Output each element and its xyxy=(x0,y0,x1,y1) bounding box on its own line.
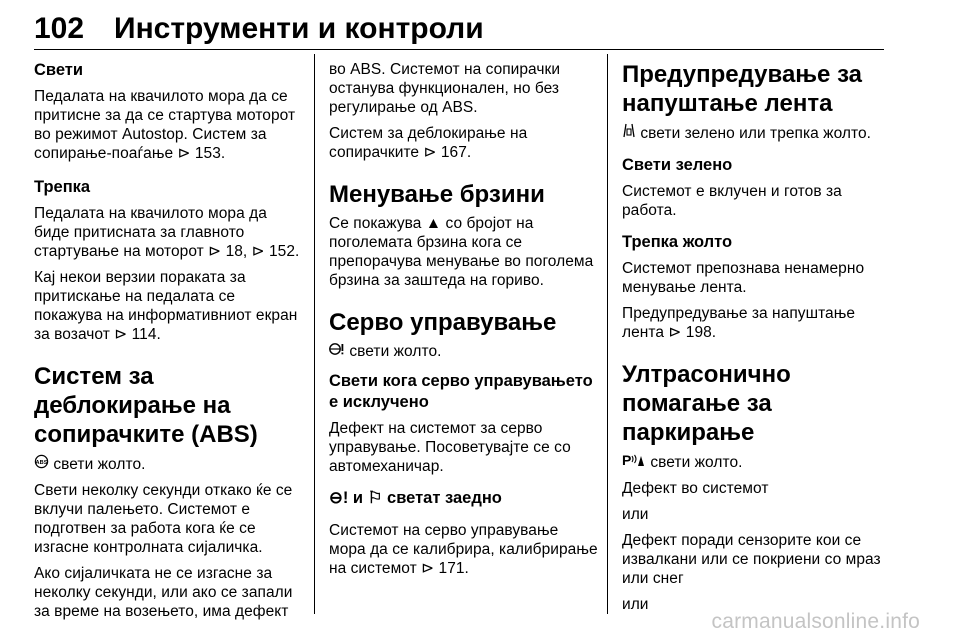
parking-assist-icon xyxy=(622,452,646,472)
paragraph: Се покажува ▲ со бројот на поголемата брзина кога се препорачува менување во поголема брзина за заштеда на гориво. xyxy=(329,215,594,289)
paragraph: Свети неколку секунди откако ќе се вклучи палењето. Системот е подготвен за работа кога ќе се изгасне контролната сијаличка. xyxy=(34,482,293,556)
page-header xyxy=(0,0,960,50)
paragraph: Системот е вклучен и готов за работа. xyxy=(622,183,842,219)
svg-text:P: P xyxy=(622,452,632,467)
heading-yellow: Трепка жолто xyxy=(622,233,733,251)
paragraph: Педалата на квачилото мора да се притисне за да се стартува моторот во режимот Autostop. Систем за сопирање-поаѓање ⊳ 153. xyxy=(34,88,296,162)
abs-icon xyxy=(34,454,49,474)
heading-shift: Менување брзини xyxy=(329,181,545,208)
paragraph: Систем за деблокирање на сопирачките ⊳ 167. xyxy=(329,125,528,161)
heading-servo: Серво управување xyxy=(329,309,557,336)
paragraph: Дефект во системот xyxy=(622,480,769,497)
heading-sveti: Свети xyxy=(34,61,84,79)
heading-servo-together: ⊖! и ⚐ светат заедно xyxy=(329,489,502,507)
column-3 xyxy=(622,60,892,621)
lane-departure-icon xyxy=(622,123,636,143)
paragraph: Ако сијаличката не се изгасне за неколку секунди, или ако се запали за време на возењето, има дефект xyxy=(34,565,293,620)
paragraph-abs-status: ABS свети жолто. xyxy=(35,456,146,473)
heading-servo-off: Свети кога серво управувањето е исклучено xyxy=(329,372,593,411)
column-2 xyxy=(329,60,599,585)
paragraph: Педалата на квачилото мора да биде притисната за главното стартување на моторот ⊳ 18, ⊳ 152. xyxy=(34,205,300,260)
paragraph: или xyxy=(622,596,649,613)
page-title: Инструменти и контроли xyxy=(114,12,484,45)
heading-trepka: Трепка xyxy=(34,178,91,196)
heading-lane: Предупредување за напуштање лента xyxy=(622,61,863,117)
paragraph: во ABS. Системот на сопирачки останува функционален, но без регулирање од ABS. xyxy=(329,61,561,116)
watermark: carmanualsonline.info xyxy=(711,610,920,633)
paragraph: Предупредување за напуштање лента ⊳ 198. xyxy=(622,305,856,341)
svg-text:ABS: ABS xyxy=(35,459,48,466)
paragraph: Дефект поради сензорите кои се извалкани или се покриени со мраз или снег xyxy=(622,532,881,587)
paragraph-servo-status: свети жолто. xyxy=(329,342,599,361)
column-1 xyxy=(34,60,304,628)
steering-warning-icon: ⊖! xyxy=(329,489,349,507)
steering-warning-icon xyxy=(329,342,345,361)
header-rule xyxy=(34,49,884,50)
paragraph-park-status: P свети жолто. xyxy=(622,452,743,471)
heading-green: Свети зелено xyxy=(622,156,733,174)
paragraph: Системот на серво управување мора да се калибрира, калибрирање на системот ⊳ 171. xyxy=(329,522,598,577)
heading-park: Ултрасонично помагање за паркирање xyxy=(622,361,791,446)
paragraph: Кај некои верзии пораката за притискање на педалата се покажува на информативниот екран за возачот ⊳ 114. xyxy=(34,269,298,343)
page-number: 102 xyxy=(34,12,85,45)
heading-abs: Систем за деблокирање на сопирачките (ABS) xyxy=(34,363,258,448)
paragraph: Дефект на системот за серво управување. Посоветувајте се со автомеханичар. xyxy=(329,420,571,475)
wrench-icon: ⚐ xyxy=(367,489,383,507)
column-divider-1 xyxy=(314,54,315,614)
paragraph-lane-status: свети зелено или трепка жолто. xyxy=(622,123,892,143)
paragraph: Системот препознава ненамерно менување лента. xyxy=(622,260,865,296)
column-divider-2 xyxy=(607,54,608,614)
paragraph: или xyxy=(622,506,649,523)
